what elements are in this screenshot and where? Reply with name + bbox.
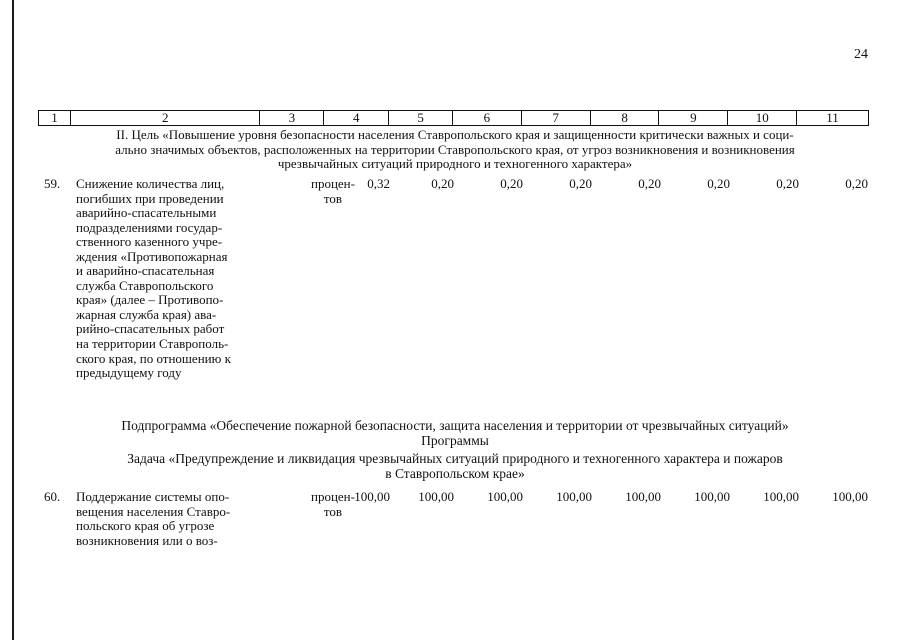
description-line: подразделениями государ- [76, 219, 223, 235]
column-header-9: 9 [659, 111, 728, 125]
description-line: ственного казенного учре- [76, 234, 223, 250]
value-cell-col-5: 100,00 [418, 489, 454, 504]
value-cell-col-9: 100,00 [694, 489, 730, 504]
value-cell-col-6: 0,20 [500, 176, 523, 191]
unit-line: процен- [311, 176, 355, 191]
value-cell-col-10: 0,20 [776, 176, 799, 191]
task-line: в Ставропольском крае» [385, 466, 525, 482]
unit-line: процен- [311, 489, 355, 504]
description-line: Снижение количества лиц, [76, 176, 225, 191]
column-header-4: 4 [324, 111, 389, 125]
description-line: на территории Ставрополь- [76, 336, 229, 352]
value-cell-col-7: 100,00 [556, 489, 592, 504]
column-header-row [38, 110, 869, 126]
goal-heading [40, 128, 870, 172]
value-cell-col-11: 0,20 [845, 176, 868, 191]
description-line: возникновения или о воз- [76, 532, 218, 548]
column-header-7: 7 [522, 111, 591, 125]
column-header-3: 3 [260, 111, 324, 125]
description-line: ского края, по отношению к [76, 350, 231, 366]
value-cell-col-7: 0,20 [569, 176, 592, 191]
description-line: аварийно-спасательными [76, 205, 217, 221]
description-line: служба Ставропольского [76, 277, 214, 293]
column-header-8: 8 [591, 111, 660, 125]
row-number: 59. [44, 176, 61, 191]
value-cell-col-4: 100,00 [354, 489, 390, 504]
unit-line: тов [323, 503, 343, 519]
indicator-description [76, 177, 296, 381]
column-header-6: 6 [453, 111, 522, 125]
indicator-description [76, 490, 296, 548]
description-line: и аварийно-спасательная [76, 263, 215, 279]
column-header-2: 2 [71, 111, 261, 125]
row-number: 60. [44, 489, 61, 504]
value-cell-col-9: 0,20 [707, 176, 730, 191]
goal-line: чрезвычайных ситуаций природного и техногенного характера» [277, 156, 633, 172]
description-line: края» (далее – Противопо- [76, 292, 224, 308]
column-header-10: 10 [728, 111, 797, 125]
column-header-11: 11 [826, 110, 839, 125]
value-cell-col-8: 0,20 [638, 176, 661, 191]
description-line: рийно-спасательных работ [76, 321, 225, 337]
description-line: Поддержание системы опо- [76, 489, 230, 504]
description-line: жарная служба края) ава- [76, 306, 217, 322]
unit-line: тов [323, 190, 343, 206]
subprogram-heading [40, 418, 870, 448]
description-line: польского края об угрозе [76, 518, 215, 534]
value-cell-col-8: 100,00 [625, 489, 661, 504]
page-number: 24 [854, 47, 868, 62]
goal-line: II. Цель «Повышение уровня безопасности населения Ставропольского края и защищенности критически важных и соци- [116, 127, 794, 142]
column-header-1: 1 [39, 111, 71, 125]
task-line: Задача «Предупреждение и ликвидация чрезвычайных ситуаций природного и техногенного характера и пожаров [127, 451, 783, 466]
task-heading [40, 451, 870, 481]
goal-line: ально значимых объектов, расположенных на территории Ставропольского края, от угроз возникновения и возникновения [115, 141, 795, 157]
subprogram-line: Программы [421, 433, 489, 449]
value-cell-col-6: 100,00 [487, 489, 523, 504]
description-line: ждения «Противопожарная [76, 248, 228, 264]
value-cell-col-4: 0,32 [367, 176, 390, 191]
column-header-5: 5 [389, 111, 453, 125]
subprogram-line: Подпрограмма «Обеспечение пожарной безопасности, защита населения и территории от чрезвычайных ситуаций» [121, 418, 789, 433]
description-line: погибших при проведении [76, 190, 224, 206]
value-cell-col-10: 100,00 [763, 489, 799, 504]
description-line: предыдущему году [76, 365, 182, 381]
description-line: вещения населения Ставро- [76, 503, 231, 519]
value-cell-col-5: 0,20 [431, 176, 454, 191]
scan-edge-line [12, 0, 14, 640]
value-cell-col-11: 100,00 [832, 489, 868, 504]
